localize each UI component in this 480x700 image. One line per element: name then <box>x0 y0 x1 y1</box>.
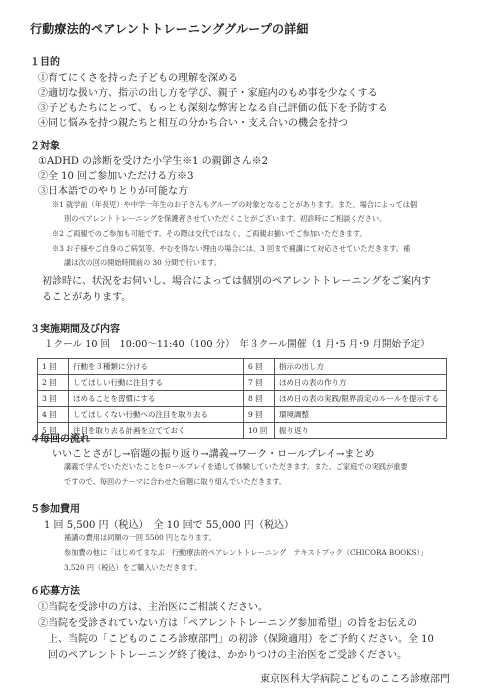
flow-note-2: ですので、毎回のテーマに合わせた宿題に取り組んでいただきます。 <box>64 477 287 486</box>
apply-line-1: ①当院を受診中の方は、主治医にご相談ください。 <box>38 602 268 613</box>
session-content: ほめ日の表の作り方 <box>275 375 447 391</box>
session-content: 指示の出し方 <box>275 359 447 375</box>
target-note-2: ※2 ご両親でのご参加も可能です。その際は交代ではなく、ご両親お揃いでご参加いただきます。 <box>52 229 367 238</box>
fee-note-2: 参加費の他に「はじめてまなぶ 行動療法的ペアレントトレーニング テキストブック（CHICORA BOOKS）」 <box>64 548 428 557</box>
target-item-2: ②全 10 回ご参加いただける方※3 <box>38 171 194 182</box>
table-row <box>38 375 447 391</box>
table-row <box>38 407 447 423</box>
schedule-table <box>37 358 447 439</box>
target-paragraph-2: ることがあります。 <box>42 292 132 303</box>
session-content: 注目を取り去る計画を立てておく <box>69 423 244 439</box>
session-number: 9 回 <box>244 407 275 423</box>
session-number: 2 回 <box>38 375 69 391</box>
table-row <box>38 359 447 375</box>
flow-heading: ４毎回の流れ <box>30 434 90 445</box>
session-content: 振り返り <box>275 423 447 439</box>
session-number: 5 回 <box>38 423 69 439</box>
session-content: ほめることを習慣にする <box>69 391 244 407</box>
target-item-3: ③日本語でのやりとりが可能な方 <box>38 186 188 197</box>
purpose-item-4: ④同じ悩みを持つ親たちと相互の分かち合い・支え合いの機会を持つ <box>38 118 348 129</box>
session-number: 1 回 <box>38 359 69 375</box>
table-row <box>38 391 447 407</box>
session-number: 8 回 <box>244 391 275 407</box>
session-number: 3 回 <box>38 391 69 407</box>
fee-heading: ５参加費用 <box>30 504 80 515</box>
session-content: してほしい行動に注目する <box>69 375 244 391</box>
footer-department: 東京医科大学病院こどものこころ診療部門 <box>260 674 450 685</box>
page-title: 行動療法的ペアレントトレーニンググループの詳細 <box>30 22 309 36</box>
session-content: 行動を３種類に分ける <box>69 359 244 375</box>
session-number: 7 回 <box>244 375 275 391</box>
fee-note-3: 3,520 円（税込）をご購入いただきます。 <box>64 563 202 572</box>
schedule-heading: ３実施期間及び内容 <box>30 324 120 335</box>
apply-line-3: 上、当院の「こどものこころ診療部門」の初診（保険適用）をご予約ください。全 10 <box>48 634 434 645</box>
session-number: 10 回 <box>244 423 275 439</box>
session-content: ほめ日の表の実践/限界設定のルールを提示する <box>275 391 447 407</box>
purpose-item-1: ①育てにくさを持った子どもの理解を深める <box>38 73 238 84</box>
apply-heading: ６応募方法 <box>30 586 80 597</box>
target-note-1-cont: 別のペアレントトレーニングを保護者させていただくことがございます。初診時にご相談ください。 <box>64 214 387 223</box>
session-content: してほしくない行動への注目を取り去る <box>69 407 244 423</box>
target-note-1: ※1 就学前（年長児）や中学一年生のお子さんもグループの対象となることがあります。また、場合によっては個 <box>52 200 418 209</box>
fee-line: 1 回 5,500 円（税込） 全 10 回で 55,000 円（税込） <box>44 520 294 531</box>
fee-note-1: 補講の費用は同額の一回 5500 円となります。 <box>64 533 216 542</box>
table-row <box>38 423 447 439</box>
target-paragraph-1: 初診時に、状況をお伺いし、場合によっては個別のペアレントトレーニングをご案内す <box>42 276 432 287</box>
purpose-item-2: ②適切な扱い方、指示の出し方を学び、親子・家庭内のもめ事を少なくする <box>38 88 378 99</box>
session-number: 6 回 <box>244 359 275 375</box>
target-heading: ２対象 <box>30 141 60 152</box>
purpose-item-3: ③子どもたちにとって、もっとも深刻な弊害となる自己評価の低下を予防する <box>38 103 388 114</box>
flow-note-1: 講義で学んでいただいたことをロールプレイを通して体験していただきます。また、ご家庭での実践が重要 <box>64 462 408 471</box>
session-number: 4 回 <box>38 407 69 423</box>
schedule-summary: １クール 10 回 10:00～11:40（100 分） 年３クール開催（1 月･5 月･9 月開始予定） <box>44 339 430 350</box>
purpose-heading: １目的 <box>30 57 60 68</box>
target-item-1: ①ADHD の診断を受けた小学生※1 の親御さん※2 <box>38 156 269 167</box>
flow-line: いいことさがし→宿題の振り返り→講義→ワーク・ロールプレイ→まとめ <box>52 449 375 460</box>
target-note-3: ※3 お子様やご自身のご病気等、やむを得ない理由の場合には、3 回まで補講にて対応させていただきます。補 <box>52 244 411 253</box>
session-content: 環境調整 <box>275 407 447 423</box>
target-note-3-cont: 講は次の回の開始時間前の 30 分間で行います。 <box>64 258 221 267</box>
apply-line-4: 回のペアレントトレーニング終了後は、かかりつけの主治医をご受診ください。 <box>48 650 408 661</box>
apply-line-2: ②当院を受診されていない方は「ペアレントトレーニング参加希望」の旨をお伝えの <box>38 618 418 629</box>
